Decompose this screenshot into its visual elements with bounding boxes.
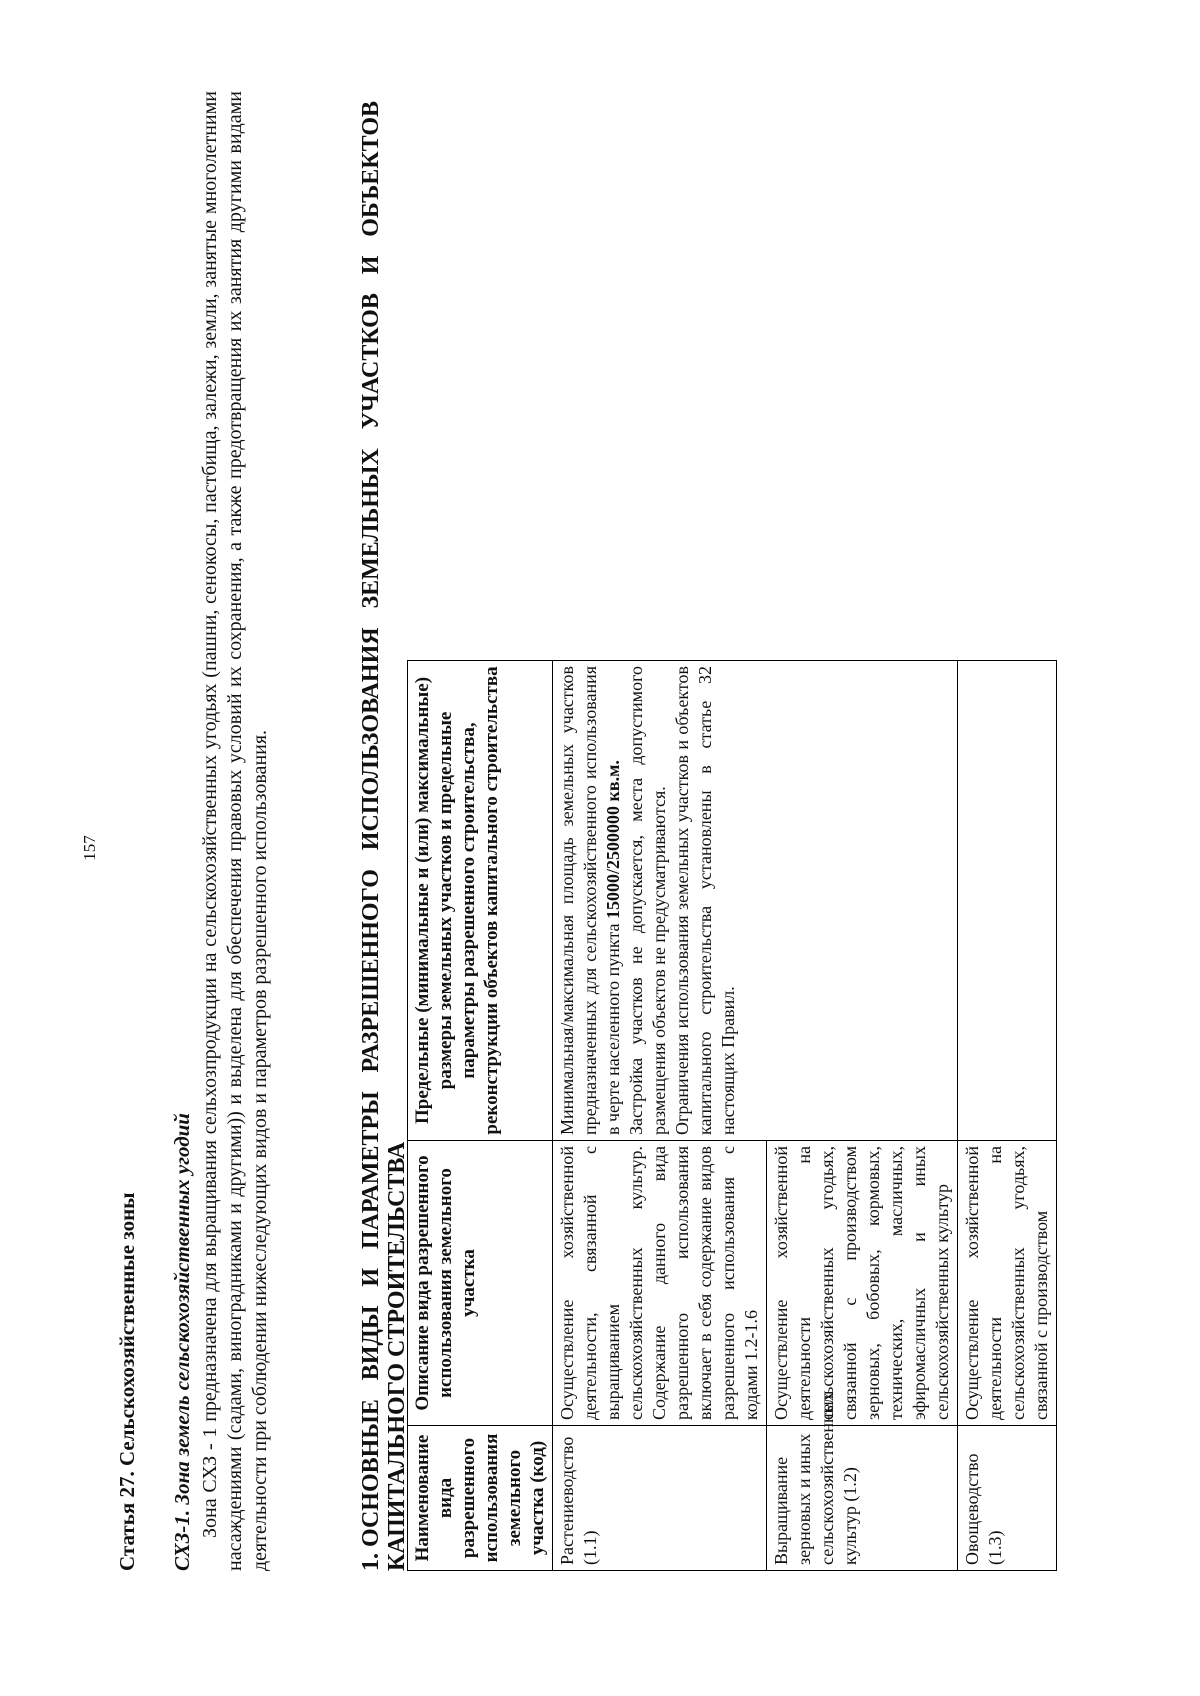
spacer-cell: [767, 102, 958, 661]
zone-title: СХЗ-1. Зона земель сельскохозяйственных угодий: [170, 1113, 194, 1571]
row-name: Овощеводство (1.3): [958, 1426, 1057, 1571]
header-description: Описание вида разрешенного использования земельного участка: [408, 1141, 553, 1426]
limits-restrictions: Ограничения использования земельных участков и объектов капитального строительства установлены в статье 32 настоящих Правил.: [672, 666, 738, 1135]
article-title: Статья 27. Сельскохозяйственные зоны: [115, 1192, 139, 1571]
header-name: Наименование вида разрешенного использования земельного участка (код): [408, 1426, 553, 1571]
row-name: Растениеводство (1.1): [553, 1426, 767, 1571]
zone-description: Зона СХЗ - 1 предназначена для выращивания сельхозпродукции на сельскохозяйственных угодьях (пашни, сенокосы, пастбища, залежи, земли, занятые многолетними насаждениями (садами, виноградниками и другими)) и выделена для обеспечения правовых условий их сохранения, а также предотвращения их занятия другими видами деятельности при соблюдении нижеследующих видов и параметров разрешенного использования.: [199, 91, 271, 1571]
limits-area-value: 15000/2500000 кв.м.: [603, 760, 623, 919]
row-name: Выращивание зерновых и иных сельскохозяйственных культур (1.2): [767, 1426, 958, 1571]
limits-building: Застройка участков не допускается, места допустимого размещения объектов не предусматриваются.: [626, 666, 669, 1135]
row-limits: [553, 661, 958, 1141]
row-description: Осуществление хозяйственной деятельности на сельскохозяйственных угодьях, связанной с производством зерновых, бобовых, кормовых, технических, масличных, эфиромасличных и иных сельскохозяйственных культур: [767, 1141, 958, 1426]
section-number: 1.: [358, 1553, 384, 1571]
section-title: ОСНОВНЫЕ ВИДЫ И ПАРАМЕТРЫ РАЗРЕШЕННОГО ИСПОЛЬЗОВАНИЯ ЗЕМЕЛЬНЫХ УЧАСТКОВ И ОБЪЕКТОВ КАПИТАЛЬНОГО СТРОИТЕЛЬСТВА: [358, 101, 410, 1571]
header-spacer: [408, 102, 553, 661]
table-row: [958, 102, 1057, 1571]
spacer-cell: [553, 102, 767, 661]
spacer-cell: [958, 102, 1057, 661]
page-number: 157: [80, 835, 99, 861]
section-heading: [358, 101, 410, 1571]
header-limits: Предельные (минимальные и (или) максимальные) размеры земельных участков и предельные параметры разрешенного строительства, реконструкции объектов капитального строительства: [408, 661, 553, 1141]
limits-area-text: Минимальная/максимальная площадь земельных участков предназначенных для сельскохозяйственного использования в черте населенного пункта: [557, 666, 623, 1135]
row-description: Осуществление хозяйственной деятельности на сельскохозяйственных угодьях, связанной с производством: [958, 1141, 1057, 1426]
row-limits-empty: [958, 661, 1057, 1141]
table-header-row: [408, 102, 553, 1571]
row-description: Осуществление хозяйственной деятельности, связанной с выращиванием сельскохозяйственных культур. Содержание данного вида разрешенного использования включает в себя содержание видов разрешенного использования с кодами 1.2-1.6: [553, 1141, 767, 1426]
land-use-table: [407, 101, 1057, 1571]
table-row: [553, 102, 767, 1571]
